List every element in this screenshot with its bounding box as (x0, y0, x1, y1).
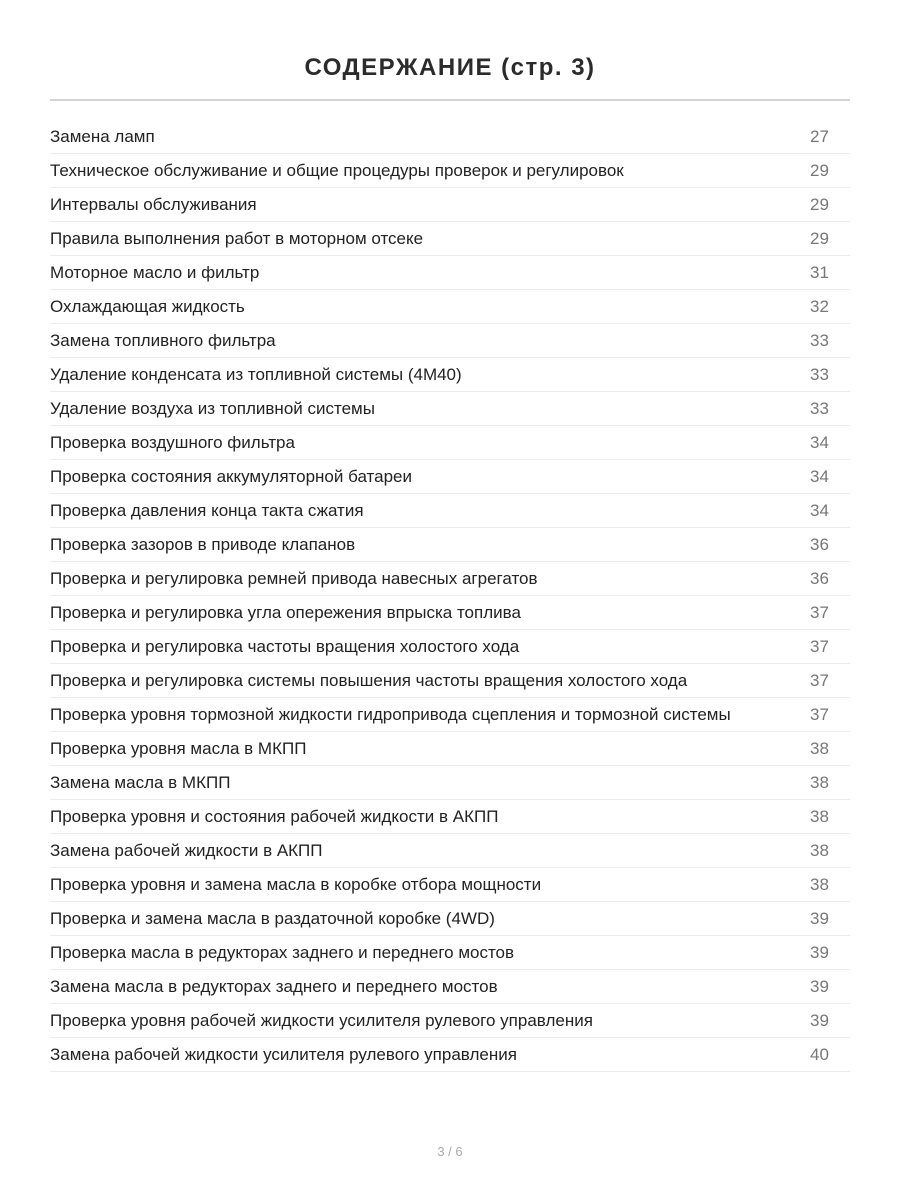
toc-entry[interactable] (50, 290, 850, 324)
toc-entry-page: 34 (810, 500, 829, 520)
toc-entry[interactable] (50, 698, 850, 732)
toc-entry[interactable] (50, 800, 850, 834)
toc-entry-label: Проверка зазоров в приводе клапанов (50, 534, 356, 554)
toc-entry-page: 34 (810, 432, 829, 452)
toc-entry[interactable] (50, 766, 850, 800)
toc-entry-page: 29 (810, 228, 829, 248)
toc-entry-page: 37 (810, 670, 829, 690)
toc-entry[interactable] (50, 630, 850, 664)
toc-entry-label: Проверка уровня масла в МКПП (50, 738, 307, 758)
toc-entry-page: 29 (810, 160, 829, 180)
toc-entry[interactable] (50, 460, 850, 494)
toc-entry-label: Интервалы обслуживания (50, 194, 257, 214)
toc-entry-page: 39 (810, 1010, 829, 1030)
toc-entry-page: 37 (810, 602, 829, 622)
toc-entry-label: Моторное масло и фильтр (50, 262, 260, 282)
toc-entry[interactable] (50, 596, 850, 630)
toc-entry[interactable] (50, 936, 850, 970)
toc-entry-label: Проверка уровня и состояния рабочей жидкости в АКПП (50, 806, 499, 826)
toc-entry[interactable] (50, 902, 850, 936)
toc-entry-label: Правила выполнения работ в моторном отсеке (50, 228, 424, 248)
toc-entry-page: 29 (810, 194, 829, 214)
toc-entry-label: Охлаждающая жидкость (50, 296, 245, 316)
toc-entry-page: 38 (810, 806, 829, 826)
toc-entry[interactable] (50, 426, 850, 460)
toc-entry-page: 40 (810, 1044, 829, 1064)
toc-entry[interactable] (50, 868, 850, 902)
toc-entry-label: Замена масла в редукторах заднего и переднего мостов (50, 976, 498, 996)
toc-entry-label: Замена ламп (50, 126, 155, 146)
toc-entry[interactable] (50, 970, 850, 1004)
toc-entry-label: Проверка и регулировка угла опережения впрыска топлива (50, 602, 521, 622)
toc-entry-label: Проверка и регулировка частоты вращения холостого хода (50, 636, 520, 656)
toc-entry-label: Проверка состояния аккумуляторной батареи (50, 466, 412, 486)
toc-entry[interactable] (50, 188, 850, 222)
toc-entry[interactable] (50, 120, 850, 154)
toc-entry-label: Проверка и замена масла в раздаточной коробке (4WD) (50, 908, 495, 928)
toc-entry-label: Замена рабочей жидкости усилителя рулевого управления (50, 1044, 517, 1064)
toc-entry-page: 39 (810, 976, 829, 996)
toc-entry-label: Техническое обслуживание и общие процедуры проверок и регулировок (50, 160, 624, 180)
toc-entry-page: 38 (810, 772, 829, 792)
toc-entry-page: 38 (810, 738, 829, 758)
toc-entry[interactable] (50, 1038, 850, 1072)
toc-entry-page: 39 (810, 942, 829, 962)
toc-entry[interactable] (50, 664, 850, 698)
toc-entry-page: 37 (810, 636, 829, 656)
toc-entry-label: Проверка уровня тормозной жидкости гидропривода сцепления и тормозной системы (50, 704, 731, 724)
toc-entry-label: Проверка и регулировка ремней привода навесных агрегатов (50, 568, 538, 588)
toc-entry-page: 34 (810, 466, 829, 486)
toc-entry-page: 33 (810, 364, 829, 384)
toc-entry[interactable] (50, 494, 850, 528)
toc-entry[interactable] (50, 528, 850, 562)
toc-entry-label: Проверка масла в редукторах заднего и переднего мостов (50, 942, 515, 962)
toc-entry-label: Проверка давления конца такта сжатия (50, 500, 364, 520)
toc-entry[interactable] (50, 358, 850, 392)
toc-entry[interactable] (50, 834, 850, 868)
page-title: СОДЕРЖАНИЕ (стр. 3) (304, 54, 596, 82)
toc-entry[interactable] (50, 392, 850, 426)
toc-entry-label: Замена топливного фильтра (50, 330, 276, 350)
toc-entry-page: 31 (810, 262, 829, 282)
toc-entry-page: 36 (810, 568, 829, 588)
title-divider (50, 99, 850, 101)
toc-entry-page: 33 (810, 330, 829, 350)
toc-entry[interactable] (50, 1004, 850, 1038)
toc-entry[interactable] (50, 562, 850, 596)
toc-entry-label: Проверка и регулировка системы повышения частоты вращения холостого хода (50, 670, 688, 690)
toc-entry[interactable] (50, 154, 850, 188)
toc-entry-label: Проверка уровня и замена масла в коробке отбора мощности (50, 874, 542, 894)
toc-entry-label: Проверка воздушного фильтра (50, 432, 295, 452)
toc-entry[interactable] (50, 324, 850, 358)
toc-entry-page: 38 (810, 874, 829, 894)
toc-entry-label: Удаление конденсата из топливной системы (4М40) (50, 364, 462, 384)
toc-list (50, 120, 850, 1072)
toc-entry-page: 37 (810, 704, 829, 724)
toc-entry-page: 36 (810, 534, 829, 554)
toc-entry-page: 27 (810, 126, 829, 146)
toc-entry-label: Проверка уровня рабочей жидкости усилителя рулевого управления (50, 1010, 593, 1030)
toc-entry-label: Удаление воздуха из топливной системы (50, 398, 375, 418)
toc-entry-label: Замена рабочей жидкости в АКПП (50, 840, 323, 860)
toc-entry-page: 39 (810, 908, 829, 928)
toc-entry-page: 33 (810, 398, 829, 418)
toc-entry[interactable] (50, 732, 850, 766)
toc-entry-page: 38 (810, 840, 829, 860)
toc-entry[interactable] (50, 256, 850, 290)
page-indicator: 3 / 6 (437, 1144, 463, 1159)
toc-entry-page: 32 (810, 296, 829, 316)
toc-entry-label: Замена масла в МКПП (50, 772, 231, 792)
toc-entry[interactable] (50, 222, 850, 256)
